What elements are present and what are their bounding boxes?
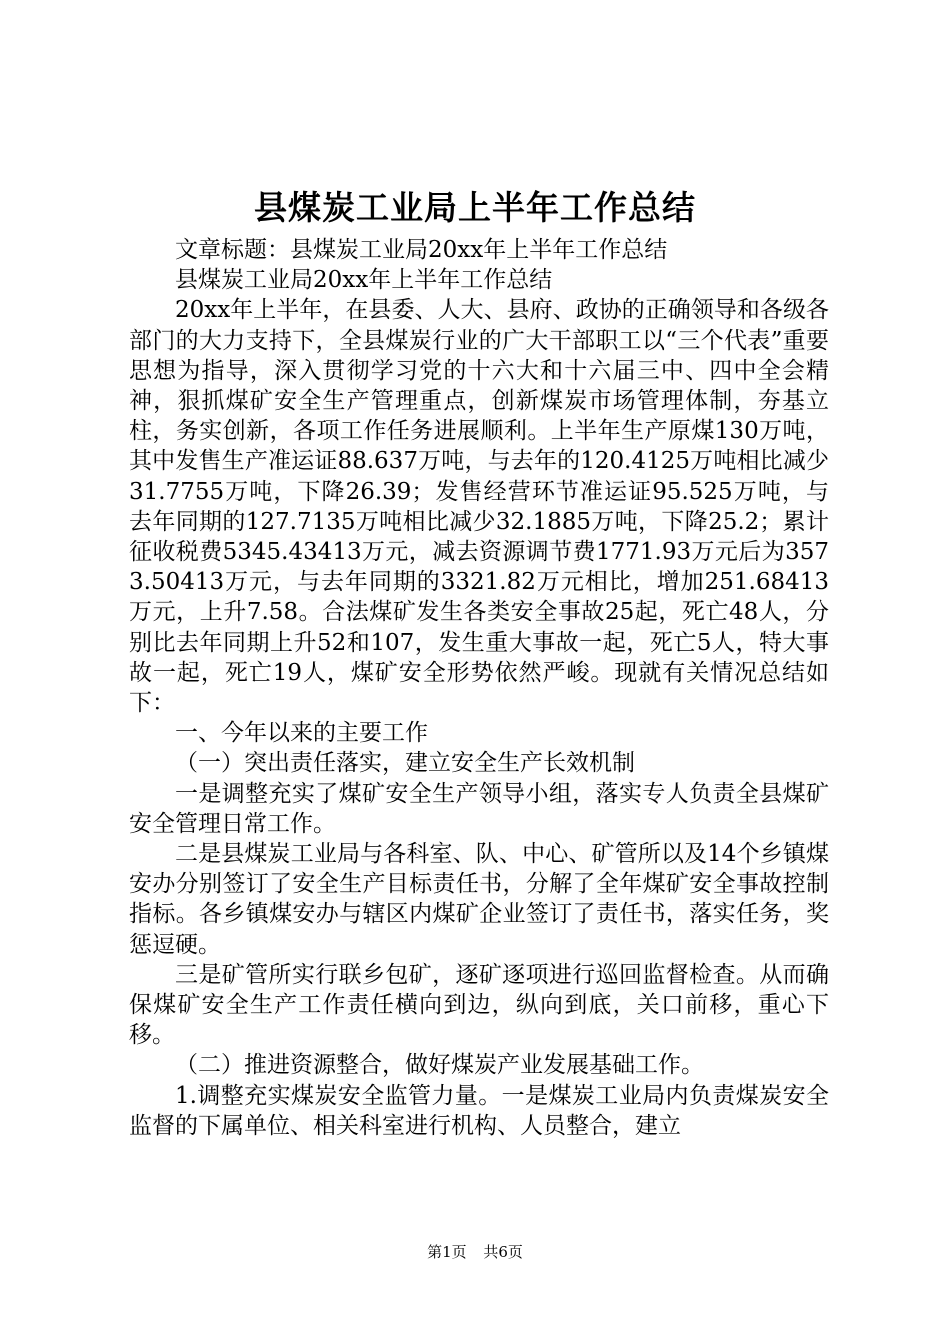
paragraph-point-one: 1.调整充实煤炭安全监管力量。一是煤炭工业局内负责煤炭安全监督的下属单位、相关科室进行机构、人员整合，建立: [129, 1082, 829, 1139]
paragraph-subtitle: 县煤炭工业局20xx年上半年工作总结: [175, 267, 553, 294]
paragraph-item-two: 二是县煤炭工业局与各科室、队、中心、矿管所以及14个乡镇煤安办分别签订了安全生产目标责任书，分解了全年煤矿安全事故控制指标。各乡镇煤安办与辖区内煤矿企业签订了责任书，落实任务，奖惩逗硬。: [129, 841, 829, 958]
paragraph-item-three: 三是矿管所实行联乡包矿，逐矿逐项进行巡回监督检查。从而确保煤矿安全生产工作责任横向到边，纵向到底，关口前移，重心下移。: [129, 961, 829, 1049]
page-number-total: 共6页: [483, 1243, 523, 1261]
section-heading-main-work: 一、今年以来的主要工作: [175, 720, 428, 747]
subsection-heading-responsibility: （一）突出责任落实，建立安全生产长效机制: [175, 750, 635, 777]
page-footer: [0, 1240, 950, 1264]
page-number-current: 第1页: [427, 1243, 467, 1261]
paragraph-article-heading: 文章标题：县煤炭工业局20xx年上半年工作总结: [175, 237, 668, 263]
document-body: [129, 235, 829, 1141]
paragraph-overview: 20xx年上半年，在县委、人大、县府、政协的正确领导和各级各部门的大力支持下，全县煤炭行业的广大干部职工以“三个代表”重要思想为指导，深入贯彻学习党的十六大和十六届三中、四中全会精神，狠抓煤矿安全生产管理重点，创新煤炭市场管理体制，夯基立柱，务实创新，各项工作任务进展顺利。上半年生产原煤130万吨，其中发售生产准运证88.637万吨，与去年的120.4125万吨相比减少31.7755万吨，下降26.39；发售经营环节准运证95.525万吨，与去年同期的127.7135万吨相比减少32.1885万吨，下降25.2；累计征收税费5345.43413万元，减去资源调节费1771.93万元后为3573.50413万元，与去年同期的3321.82万元相比，增加251.68413万元，上升7.58。合法煤矿发生各类安全事故25起，死亡48人，分别比去年同期上升52和107，发生重大事故一起，死亡5人，特大事故一起，死亡19人，煤矿安全形势依然严峻。现就有关情况总结如下：: [129, 297, 829, 717]
paragraph-item-one: 一是调整充实了煤矿安全生产领导小组，落实专人负责全县煤矿安全管理日常工作。: [129, 780, 829, 837]
subsection-heading-resource-integration: （二）推进资源整合，做好煤炭产业发展基础工作。: [175, 1052, 704, 1079]
document-title: 县煤炭工业局上半年工作总结: [254, 188, 696, 227]
